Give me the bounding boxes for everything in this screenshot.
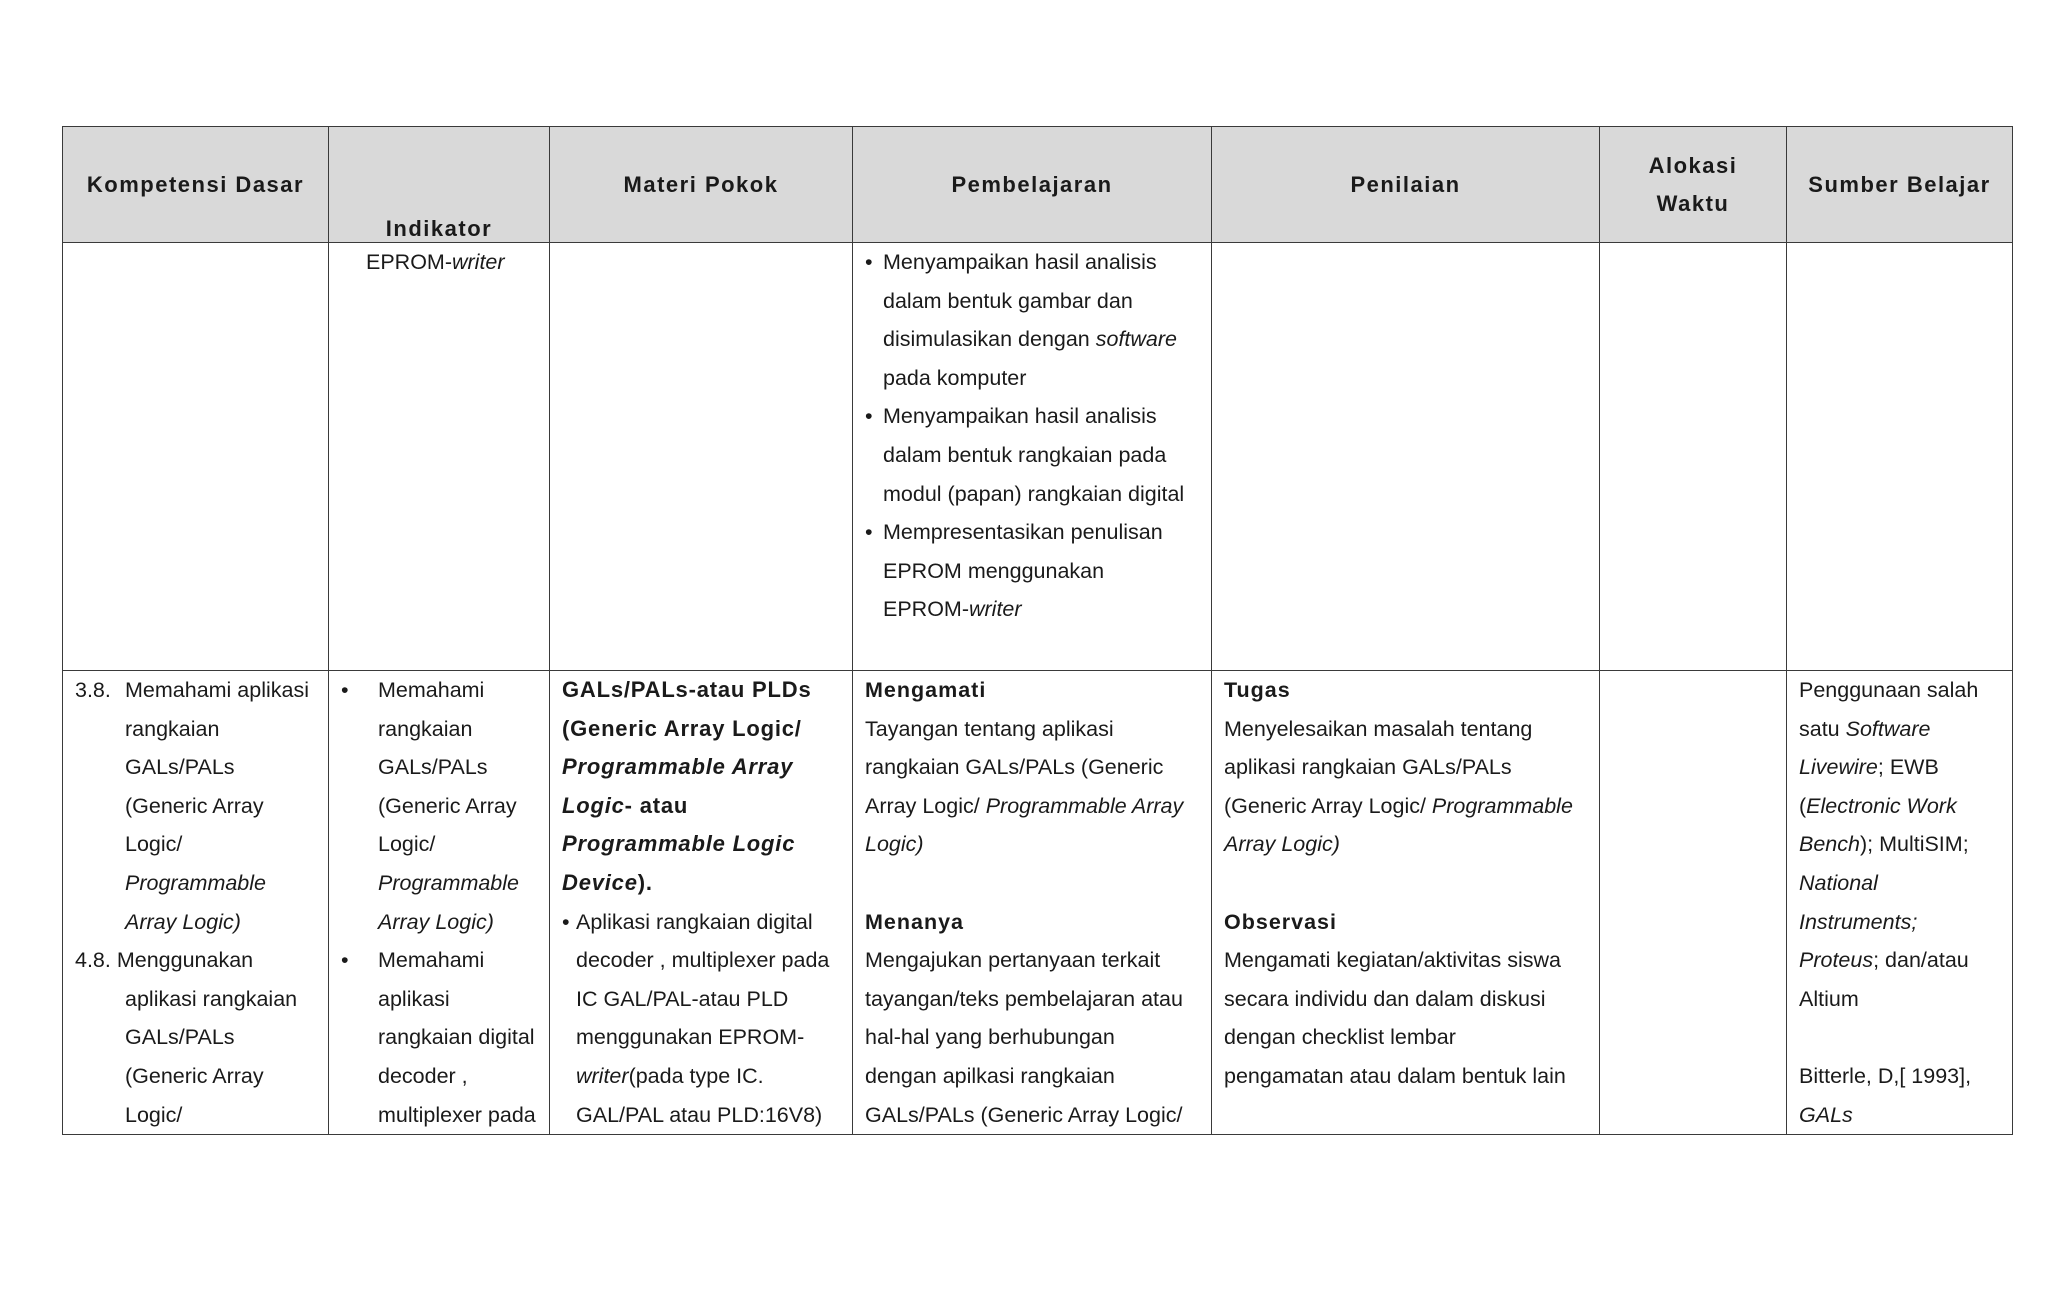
line: pada komputer bbox=[883, 365, 1027, 390]
line-italic: National bbox=[1799, 870, 1878, 895]
line: Memahami aplikasi bbox=[125, 678, 310, 702]
line bbox=[1799, 903, 2004, 942]
line-italic: Programmable bbox=[1431, 793, 1573, 818]
line: modul (papan) rangkaian digital bbox=[883, 481, 1185, 506]
line bbox=[378, 864, 541, 903]
line: tayangan/teks pembelajaran atau bbox=[865, 986, 1183, 1011]
line: secara individu dan dalam diskusi bbox=[1224, 986, 1546, 1011]
indikator-text-italic: writer bbox=[452, 250, 505, 274]
line bbox=[1799, 1096, 2004, 1135]
line bbox=[1799, 710, 2004, 749]
line: decoder , bbox=[378, 1063, 468, 1088]
line: Logic/ bbox=[125, 1102, 183, 1127]
section-heading: Mengamati bbox=[865, 678, 987, 702]
line-italic: Array Logic) bbox=[125, 909, 241, 934]
line: dengan apilkasi rangkaian bbox=[865, 1063, 1115, 1088]
line: Mengajukan pertanyaan terkait bbox=[865, 948, 1161, 973]
line: dengan checklist lembar bbox=[1224, 1025, 1456, 1050]
line: • Memahami bbox=[378, 948, 485, 973]
line: rangkaian digital bbox=[378, 1025, 535, 1050]
header-materi-pokok: Materi Pokok bbox=[550, 127, 853, 243]
line-italic: Programmable bbox=[125, 870, 266, 895]
line: Altium bbox=[1799, 986, 1859, 1011]
line bbox=[1799, 864, 2004, 903]
line: • Memahami bbox=[378, 678, 485, 702]
line: • Menyampaikan hasil analisis bbox=[883, 250, 1157, 274]
line-italic: Programmable bbox=[378, 870, 519, 895]
cell-penilaian bbox=[1212, 243, 1600, 671]
line: Menyelesaikan masalah tentang bbox=[1224, 716, 1533, 741]
cell-indikator bbox=[329, 243, 550, 671]
line: dalam bentuk rangkaian pada bbox=[883, 442, 1167, 467]
line-part: ( bbox=[1799, 793, 1807, 818]
line: GALs/PALs (Generic Array Logic/ bbox=[865, 1102, 1183, 1127]
line: GALs/PALs bbox=[378, 755, 488, 780]
kd-number: 3.8. bbox=[75, 678, 111, 702]
cell-alokasi bbox=[1600, 243, 1787, 671]
line: dalam bentuk gambar dan bbox=[883, 288, 1133, 313]
spacer bbox=[865, 864, 1203, 903]
header-kompetensi-dasar: Kompetensi Dasar bbox=[63, 127, 329, 243]
list-item bbox=[341, 671, 541, 941]
line-part: ; dan/atau bbox=[1873, 948, 1969, 973]
line: (Generic Array bbox=[378, 793, 517, 818]
line bbox=[1799, 748, 2004, 787]
line-part: disimulasikan dengan bbox=[883, 327, 1096, 352]
materi-heading-line: GALs/PALs-atau PLDs bbox=[562, 677, 812, 702]
line-italic: GALs bbox=[1799, 1102, 1853, 1127]
line: • Aplikasi rangkaian digital bbox=[576, 909, 813, 934]
list-item bbox=[562, 903, 844, 1135]
line-italic: Bench bbox=[1799, 832, 1860, 857]
line bbox=[865, 787, 1203, 826]
kd-continuation bbox=[75, 980, 320, 1134]
indikator-text bbox=[366, 243, 549, 282]
cell-alokasi bbox=[1600, 671, 1787, 1135]
kd-number: 4.8. bbox=[75, 948, 111, 973]
line bbox=[865, 825, 1203, 864]
line: decoder , multiplexer pada bbox=[576, 948, 830, 973]
line: menggunakan EPROM- bbox=[576, 1025, 805, 1050]
line-part: ); MultiSIM; bbox=[1859, 832, 1969, 857]
cell-kompetensi bbox=[63, 671, 329, 1135]
cell-pembelajaran bbox=[853, 243, 1212, 671]
line: IC GAL/PAL-atau PLD bbox=[576, 986, 789, 1011]
line-part: (Generic Array Logic/ bbox=[1224, 793, 1432, 818]
cell-kompetensi bbox=[63, 243, 329, 671]
line: hal-hal yang berhubungan bbox=[865, 1025, 1115, 1050]
list-item bbox=[865, 243, 1203, 397]
kd-item bbox=[75, 671, 320, 941]
line-italic: Livewire bbox=[1799, 755, 1878, 780]
header-sumber-belajar: Sumber Belajar bbox=[1787, 127, 2013, 243]
cell-sumber bbox=[1787, 243, 2013, 671]
line: Mengamati kegiatan/aktivitas siswa bbox=[1224, 948, 1561, 973]
cell-penilaian bbox=[1212, 671, 1600, 1135]
line-part: satu bbox=[1799, 716, 1846, 741]
syllabus-table bbox=[62, 126, 2013, 1135]
spacer bbox=[1799, 1018, 2004, 1057]
section-heading: Tugas bbox=[1224, 678, 1291, 702]
line-part: EPROM- bbox=[883, 597, 969, 622]
line: aplikasi rangkaian GALs/PALs bbox=[1224, 755, 1512, 780]
line: (Generic Array bbox=[125, 793, 264, 818]
cell-sumber bbox=[1787, 671, 2013, 1135]
line-italic: Device bbox=[562, 869, 638, 895]
line-part: (pada type IC. bbox=[628, 1063, 764, 1088]
line-italic: Programmable Array bbox=[562, 754, 794, 780]
line bbox=[378, 903, 541, 942]
line bbox=[1224, 825, 1591, 864]
line: Tayangan tentang aplikasi bbox=[865, 716, 1114, 741]
cell-pembelajaran bbox=[853, 671, 1212, 1135]
spacer bbox=[1224, 864, 1591, 903]
line bbox=[883, 320, 1203, 359]
line bbox=[1224, 787, 1591, 826]
line-italic: Array Logic) bbox=[1224, 832, 1340, 857]
line-italic: Software bbox=[1845, 716, 1931, 741]
indikator-text-part: EPROM- bbox=[366, 250, 452, 274]
line-italic: writer bbox=[576, 1063, 629, 1088]
line bbox=[1799, 787, 2004, 826]
line: GALs/PALs bbox=[125, 755, 235, 780]
materi-heading-line bbox=[562, 787, 844, 826]
header-alokasi-line1: Alokasi bbox=[1648, 152, 1738, 178]
materi-heading-line bbox=[562, 748, 844, 787]
line-part: - atau bbox=[624, 792, 689, 818]
line bbox=[1799, 941, 2004, 980]
line: Logic/ bbox=[378, 832, 436, 857]
line-italic: writer bbox=[969, 597, 1022, 622]
line: rangkaian bbox=[125, 716, 220, 741]
line-part: ). bbox=[637, 869, 653, 895]
line: pengamatan atau dalam bentuk lain bbox=[1224, 1063, 1566, 1088]
line bbox=[125, 903, 320, 942]
line-italic: Electronic Work bbox=[1806, 793, 1957, 818]
line: aplikasi bbox=[378, 986, 450, 1011]
line-italic: Programmable Array bbox=[985, 793, 1184, 818]
line bbox=[576, 1057, 844, 1096]
line: rangkaian GALs/PALs (Generic bbox=[865, 755, 1164, 780]
line bbox=[125, 864, 320, 903]
line: • Mempresentasikan penulisan bbox=[883, 520, 1163, 545]
header-alokasi-line2: Waktu bbox=[1656, 190, 1730, 216]
header-penilaian: Penilaian bbox=[1212, 127, 1600, 243]
line-italic: Logic bbox=[562, 792, 625, 818]
line bbox=[1799, 825, 2004, 864]
line-italic: Proteus bbox=[1799, 948, 1874, 973]
line bbox=[75, 941, 320, 980]
header-pembelajaran: Pembelajaran bbox=[853, 127, 1212, 243]
table-row bbox=[63, 671, 2013, 1135]
line: Logic/ bbox=[125, 832, 183, 857]
line: (Generic Array bbox=[125, 1063, 264, 1088]
line-italic: Programmable Logic bbox=[562, 831, 796, 857]
line-italic: Logic) bbox=[865, 832, 924, 857]
line bbox=[883, 590, 1203, 629]
list-item bbox=[341, 941, 541, 1134]
line: aplikasi rangkaian bbox=[125, 986, 298, 1011]
line: • Menyampaikan hasil analisis bbox=[883, 404, 1157, 429]
section-heading: Menanya bbox=[865, 909, 965, 934]
line: rangkaian bbox=[378, 716, 473, 741]
line-italic: Array Logic) bbox=[378, 909, 494, 934]
line: Bitterle, D,[ 1993], bbox=[1799, 1063, 1972, 1088]
line: GAL/PAL atau PLD:16V8) bbox=[576, 1102, 823, 1127]
line: GALs/PALs bbox=[125, 1025, 235, 1050]
line: EPROM menggunakan bbox=[883, 558, 1105, 583]
cell-indikator bbox=[329, 671, 550, 1135]
line-italic: Instruments; bbox=[1799, 909, 1918, 934]
line: Penggunaan salah bbox=[1799, 678, 1979, 702]
materi-heading-line bbox=[562, 864, 844, 903]
cell-materi bbox=[550, 243, 853, 671]
kd-item bbox=[75, 941, 320, 1134]
line-part: Menggunakan bbox=[116, 948, 254, 973]
list-item bbox=[865, 513, 1203, 629]
line-italic: software bbox=[1095, 327, 1178, 352]
materi-heading-line bbox=[562, 825, 844, 864]
header-alokasi-waktu bbox=[1600, 127, 1787, 243]
line-part: ; EWB bbox=[1877, 755, 1939, 780]
cell-materi bbox=[550, 671, 853, 1135]
list-item bbox=[865, 397, 1203, 513]
header-row bbox=[63, 127, 2013, 243]
table-row bbox=[63, 243, 2013, 671]
section-heading: Observasi bbox=[1224, 909, 1337, 934]
header-indikator: Indikator bbox=[329, 127, 550, 243]
line: multiplexer pada bbox=[378, 1102, 536, 1127]
line-part: Array Logic/ bbox=[865, 793, 986, 818]
materi-heading-line: (Generic Array Logic/ bbox=[562, 715, 802, 741]
